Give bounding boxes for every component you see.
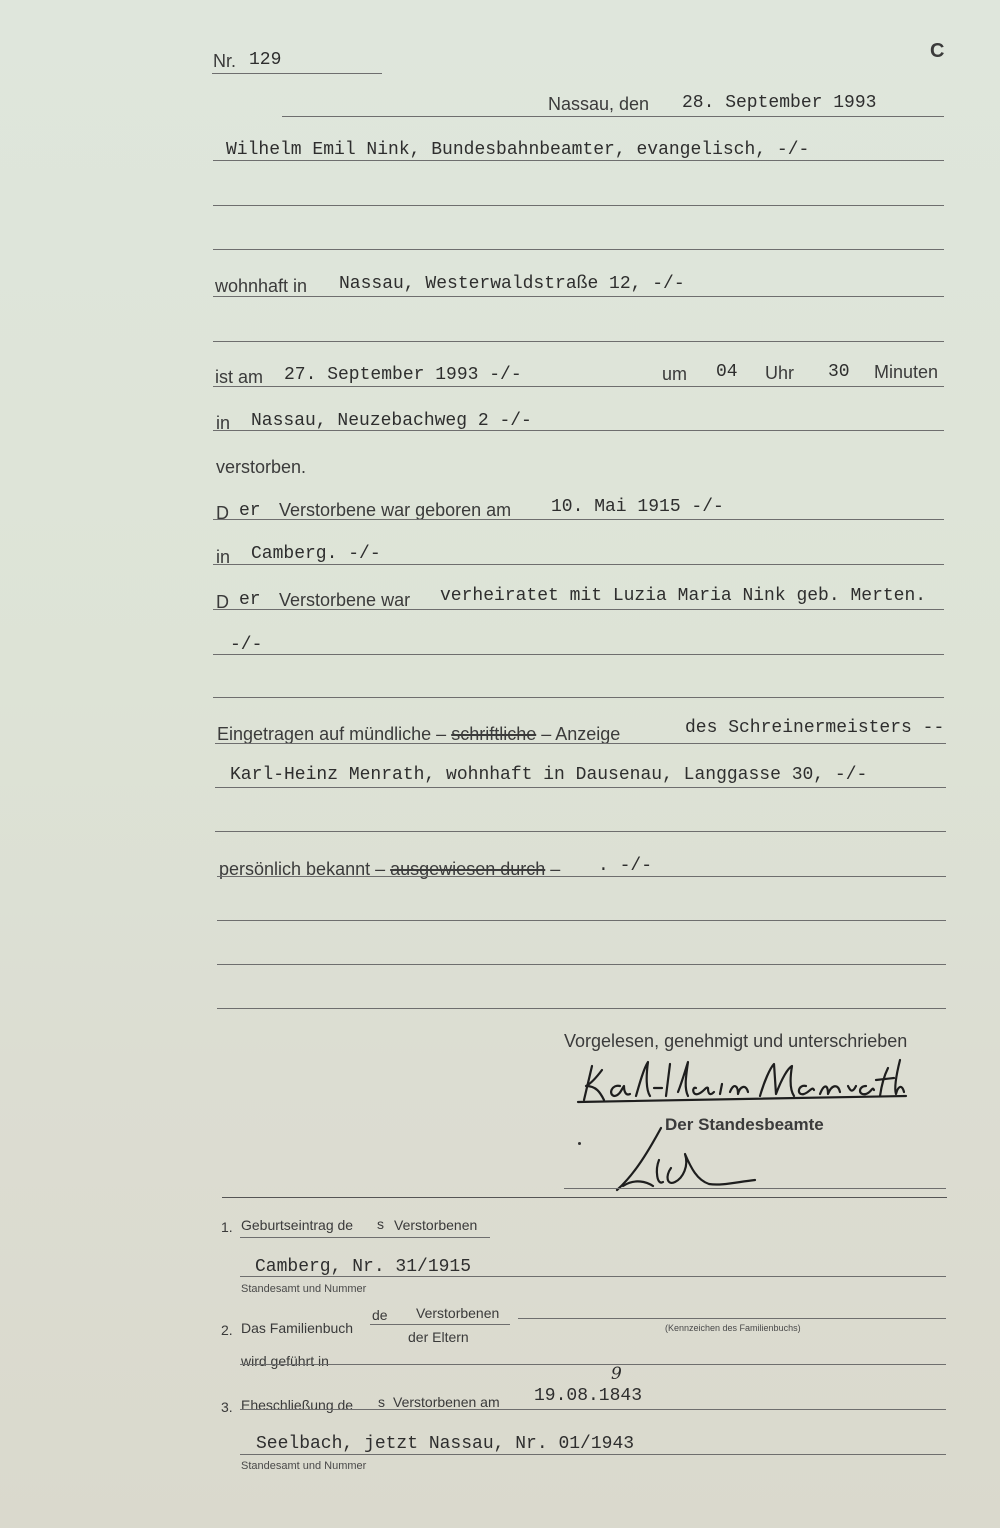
declarant-text: Wilhelm Emil Nink, Bundesbahnbeamter, evangelisch, -/-: [226, 140, 810, 160]
item1-label-underline: [240, 1237, 490, 1238]
item1-label2: Verstorbenen: [394, 1217, 478, 1233]
death-minutes: 30: [828, 362, 850, 382]
identification-suffix: –: [550, 859, 561, 879]
registration-label: [217, 724, 620, 745]
registrar-label: Der Standesbeamte: [665, 1115, 824, 1134]
identification-struck: ausgewiesen durch: [390, 859, 546, 879]
item1-label: Geburtseintrag de: [241, 1217, 354, 1233]
death-date-value: 27. September 1993 -/-: [284, 365, 522, 385]
marriage-value: verheiratet mit Luzia Maria Nink geb. Merten.: [440, 586, 927, 606]
item2-option-deceased: Verstorbenen: [416, 1305, 500, 1321]
blank-line: [217, 964, 946, 965]
registration-value-2: Karl-Heinz Menrath, wohnhaft in Dausenau, Langgasse 30, -/-: [230, 765, 868, 785]
item1-value: Camberg, Nr. 31/1915: [255, 1257, 472, 1277]
blank-line: [217, 1008, 946, 1009]
date-value: 28. September 1993: [682, 93, 877, 113]
birth-place-label: in: [216, 547, 231, 567]
birth-date-line: [213, 519, 944, 520]
birth-date-value: 10. Mai 1915 -/-: [551, 497, 724, 517]
birth-place-value: Camberg. -/-: [251, 544, 381, 564]
item1-number: 1.: [221, 1219, 233, 1235]
corner-letter: C: [930, 40, 945, 62]
birth-er-value: er: [239, 501, 261, 521]
item3-date-correction: 9: [611, 1364, 622, 1384]
death-place-line: [213, 430, 944, 431]
verstorben-label: verstorben.: [216, 457, 307, 477]
item2-label-line2: wird geführt in: [241, 1353, 329, 1369]
place-date-label: Nassau, den: [548, 94, 650, 114]
marriage-label: Verstorbene war: [279, 590, 411, 610]
residence-value: Nassau, Westerwaldstraße 12, -/-: [339, 274, 685, 294]
item3-number: 3.: [221, 1399, 233, 1415]
read-approved-label: Vorgelesen, genehmigt und unterschrieben: [564, 1031, 908, 1051]
death-hour: 04: [716, 362, 738, 382]
item3-s: s: [378, 1394, 385, 1410]
item3-label2: Verstorbenen am: [393, 1394, 500, 1410]
death-place-value: Nassau, Neuzebachweg 2 -/-: [251, 411, 532, 431]
item3-line: [240, 1409, 946, 1410]
marriage-er-value: er: [239, 590, 261, 610]
item3-line-2: [240, 1454, 946, 1455]
identification-value: . -/-: [598, 856, 653, 876]
declarant-signature: [570, 1052, 910, 1108]
death-date-label: ist am: [215, 367, 264, 387]
item1-s: s: [377, 1216, 384, 1232]
identification-prefix: persönlich bekannt –: [219, 859, 386, 879]
item3-caption: Standesamt und Nummer: [241, 1460, 367, 1472]
residence-line: [213, 296, 944, 297]
item2-number: 2.: [221, 1322, 233, 1338]
registration-line: [215, 743, 946, 744]
signature-dot: [578, 1142, 581, 1145]
item2-label: Das Familienbuch: [241, 1320, 354, 1336]
item2-fraction-line: [370, 1324, 510, 1325]
residence-label: wohnhaft in: [215, 276, 308, 296]
item1-caption: Standesamt und Nummer: [241, 1283, 367, 1295]
registration-suffix: – Anzeige: [541, 724, 621, 744]
blank-line: [215, 831, 946, 832]
item2-option-parents: der Eltern: [408, 1329, 469, 1345]
registration-prefix: Eingetragen auf mündliche –: [217, 724, 447, 744]
marriage-line-2: [213, 654, 944, 655]
marriage-continuation: -/-: [230, 635, 263, 655]
birth-d-label: D: [216, 503, 229, 523]
blank-line: [217, 920, 946, 921]
date-line: [282, 116, 944, 117]
item2-de: de: [372, 1307, 388, 1323]
footer-separator: [222, 1197, 947, 1198]
identification-line: [217, 876, 946, 877]
marriage-line: [213, 609, 944, 610]
death-place-label: in: [216, 413, 231, 433]
nr-value: 129: [249, 50, 282, 70]
blank-line: [213, 697, 944, 698]
registration-struck: schriftliche: [451, 724, 537, 744]
item2-line-2: [240, 1364, 946, 1365]
item3-date-value: 19.08.1843: [534, 1386, 643, 1406]
uhr-label: Uhr: [765, 363, 795, 383]
marriage-d-label: D: [216, 592, 229, 612]
item2-line: [518, 1318, 946, 1319]
nr-label: Nr.: [213, 51, 237, 71]
blank-line: [213, 341, 944, 342]
item3-label: Eheschließung de: [241, 1397, 354, 1413]
declarant-line: [213, 160, 944, 161]
birth-place-line: [213, 564, 944, 565]
registrar-signature-line: [564, 1188, 946, 1189]
birth-label: Verstorbene war geboren am: [279, 500, 512, 520]
death-date-line: [213, 386, 944, 387]
item2-caption: (Kennzeichen des Familienbuchs): [665, 1323, 801, 1333]
blank-line: [213, 205, 944, 206]
um-label: um: [662, 364, 688, 384]
item3-value: Seelbach, jetzt Nassau, Nr. 01/1943: [256, 1434, 635, 1454]
registration-line-2: [215, 787, 946, 788]
blank-line: [213, 249, 944, 250]
item1-line: [240, 1276, 946, 1277]
nr-line: [212, 73, 382, 74]
minuten-label: Minuten: [874, 362, 939, 382]
registration-value-1: des Schreinermeisters --: [685, 718, 945, 738]
